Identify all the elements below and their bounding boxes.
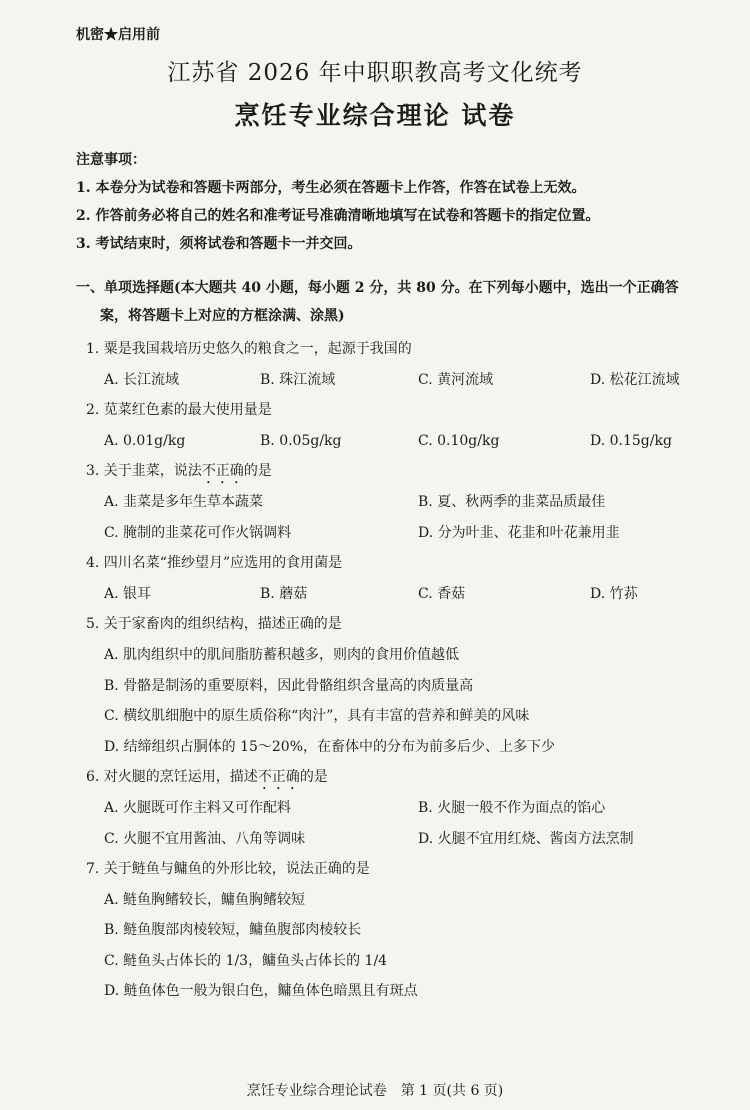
option: B. 火腿一般不作为面点的馅心 [418, 799, 606, 816]
option-row [86, 824, 706, 855]
option: D. 0.15g/kg [590, 432, 672, 449]
option: C. 鲢鱼头占体长的 1/3，鳙鱼头占体长的 1/4 [104, 952, 388, 969]
option: A. 鲢鱼胸鳍较长，鳙鱼胸鳍较短 [104, 891, 306, 908]
option: A. 0.01g/kg [104, 432, 186, 449]
option: A. 火腿既可作主料又可作配料 [104, 799, 292, 816]
option-row [86, 671, 706, 702]
option: A. 银耳 [104, 585, 152, 602]
option: B. 蘑菇 [260, 585, 308, 602]
note-item: 3. 考试结束时，须将试卷和答题卡一并交回。 [76, 236, 362, 252]
option-row [86, 426, 706, 457]
option-row [86, 885, 706, 916]
option: C. 火腿不宜用酱油、八角等调味 [104, 830, 306, 847]
stem-emphasis: 不正确 [201, 463, 244, 480]
question-stem: 4. 四川名菜“推纱望月”应选用的食用菌是 [86, 555, 343, 572]
option: D. 松花江流域 [590, 371, 680, 388]
option: C. 0.10g/kg [418, 432, 500, 449]
option: D. 火腿不宜用红烧、酱卤方法烹制 [418, 830, 634, 847]
option: A. 长江流域 [104, 371, 180, 388]
question-stem: 2. 苋菜红色素的最大使用量是 [86, 402, 272, 419]
stem-text: 的是 [299, 769, 328, 786]
stem-text: 6. 对火腿的烹饪运用，描述 [86, 769, 258, 786]
option-row [86, 640, 706, 671]
option: C. 黄河流域 [418, 371, 494, 388]
section-instruction-line2: 案，将答题卡上对应的方框涂满、涂黑) [100, 308, 345, 324]
option-row [86, 487, 706, 518]
option: C. 腌制的韭菜花可作火锅调料 [104, 524, 292, 541]
option-row [86, 701, 706, 732]
exam-subtitle: 烹饪专业综合理论 试卷 [234, 101, 516, 130]
option-row [86, 946, 706, 977]
stem-emphasis: 不正确 [257, 769, 300, 786]
option: A. 肌肉组织中的肌间脂肪蓄积越多，则肉的食用价值越低 [104, 646, 460, 663]
note-item: 2. 作答前务必将自己的姓名和准考证号准确清晰地填写在试卷和答题卡的指定位置。 [76, 208, 600, 224]
option: B. 夏、秋两季的韭菜品质最佳 [418, 493, 606, 510]
option-row [86, 732, 706, 763]
notes-block [76, 146, 696, 258]
option-row [86, 915, 706, 946]
option-row [86, 793, 706, 824]
option: C. 横纹肌细胞中的原生质俗称“肉汁”，具有丰富的营养和鲜美的风味 [104, 708, 530, 725]
confidential-label: 机密★启用前 [76, 27, 160, 43]
option: D. 竹荪 [590, 585, 638, 602]
option-row [86, 365, 706, 396]
question-stem: 7. 关于鲢鱼与鳙鱼的外形比较，说法正确的是 [86, 861, 370, 878]
stem-text: 3. 关于韭菜，说法 [86, 463, 202, 480]
section-instruction-line1: 一、单项选择题(本大题共 40 小题，每小题 2 分，共 80 分。在下列每小题中，选出一个正确答 [76, 280, 679, 296]
option: D. 结缔组织占胴体的 15～20%，在畜体中的分布为前多后少、上多下少 [104, 738, 556, 755]
note-item: 1. 本卷分为试卷和答题卡两部分，考生必须在答题卡上作答，作答在试卷上无效。 [76, 180, 586, 196]
question-stem: 5. 关于家畜肉的组织结构，描述正确的是 [86, 616, 342, 633]
question-stem: 1. 粟是我国栽培历史悠久的粮食之一，起源于我国的 [86, 341, 412, 357]
stem-text: 的是 [243, 463, 272, 480]
option-row [86, 976, 706, 1007]
option: D. 鲢鱼体色一般为银白色，鳙鱼体色暗黑且有斑点 [104, 983, 418, 1000]
question-stem [86, 456, 706, 487]
option: C. 香菇 [418, 585, 466, 602]
option: A. 韭菜是多年生草本蔬菜 [104, 493, 264, 510]
option: B. 鲢鱼腹部肉棱较短，鳙鱼腹部肉棱较长 [104, 922, 362, 939]
option: B. 珠江流域 [260, 371, 336, 388]
exam-title: 江苏省 2026 年中职职教高考文化统考 [167, 60, 583, 86]
option: D. 分为叶韭、花韭和叶花兼用韭 [418, 524, 620, 541]
option-row [86, 518, 706, 549]
option: B. 0.05g/kg [260, 432, 342, 449]
option-row [86, 579, 706, 610]
question-list [86, 334, 706, 1007]
question-stem [86, 762, 706, 793]
notes-heading: 注意事项： [76, 152, 146, 168]
section-heading [76, 274, 696, 330]
option: B. 骨骼是制汤的重要原料，因此骨骼组织含量高的肉质量高 [104, 677, 474, 694]
page-footer: 烹饪专业综合理论试卷 第 1 页(共 6 页) [246, 1083, 504, 1099]
